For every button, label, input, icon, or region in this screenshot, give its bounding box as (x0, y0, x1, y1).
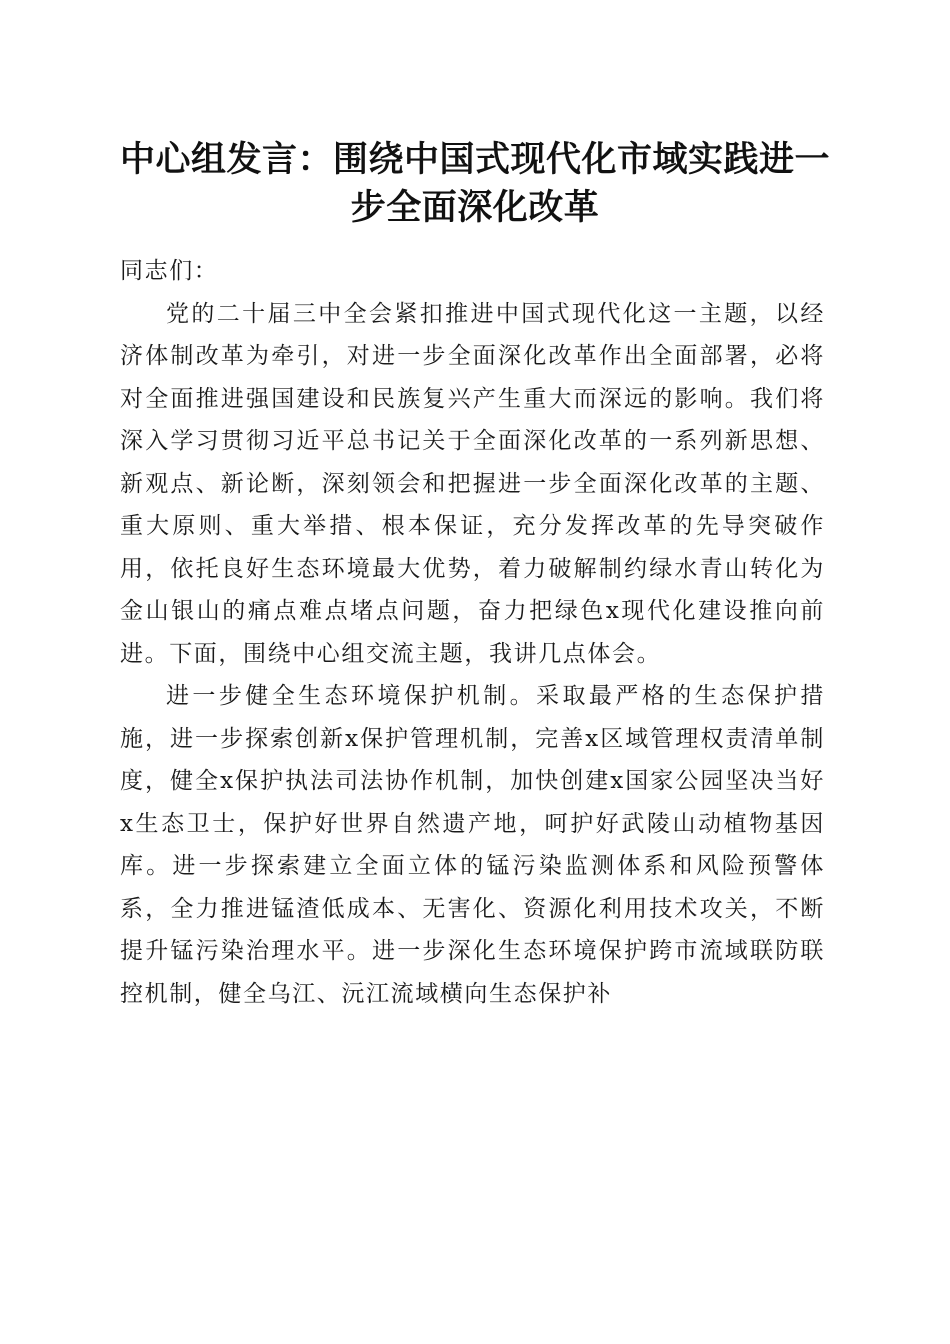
salutation: 同志们： (120, 258, 219, 284)
document-body (120, 250, 825, 1015)
paragraph: 进一步健全生态环境保护机制。采取最严格的生态保护措施，进一步探索创新x保护管理机制，完善x区域管理权责清单制度，健全x保护执法司法协作机制，加快创建x国家公园坚决当好x生态卫士，保护好世界自然遗产地，呵护好武陵山动植物基因库。进一步探索建立全面立体的锰污染监测体系和风险预警体系，全力推进锰渣低成本、无害化、资源化利用技术攻关，不断提升锰污染治理水平。进一步深化生态环境保护跨市流域联防联控机制，健全乌江、沅江流域横向生态保护补 (120, 683, 825, 1007)
document-title: 中心组发言：围绕中国式现代化市域实践进一步全面深化改革 (119, 139, 830, 228)
paragraph: 党的二十届三中全会紧扣推进中国式现代化这一主题，以经济体制改革为牵引，对进一步全面深化改革作出全面部署，必将对全面推进强国建设和民族复兴产生重大而深远的影响。我们将深入学习贯彻习近平总书记关于全面深化改革的一系列新思想、新观点、新论断，深刻领会和把握进一步全面深化改革的主题、重大原则、重大举措、根本保证，充分发挥改革的先导突破作用，依托良好生态环境最大优势，着力破解制约绿水青山转化为金山银山的痛点难点堵点问题，奋力把绿色x现代化建设推向前进。下面，围绕中心组交流主题，我讲几点体会。 (120, 300, 825, 667)
